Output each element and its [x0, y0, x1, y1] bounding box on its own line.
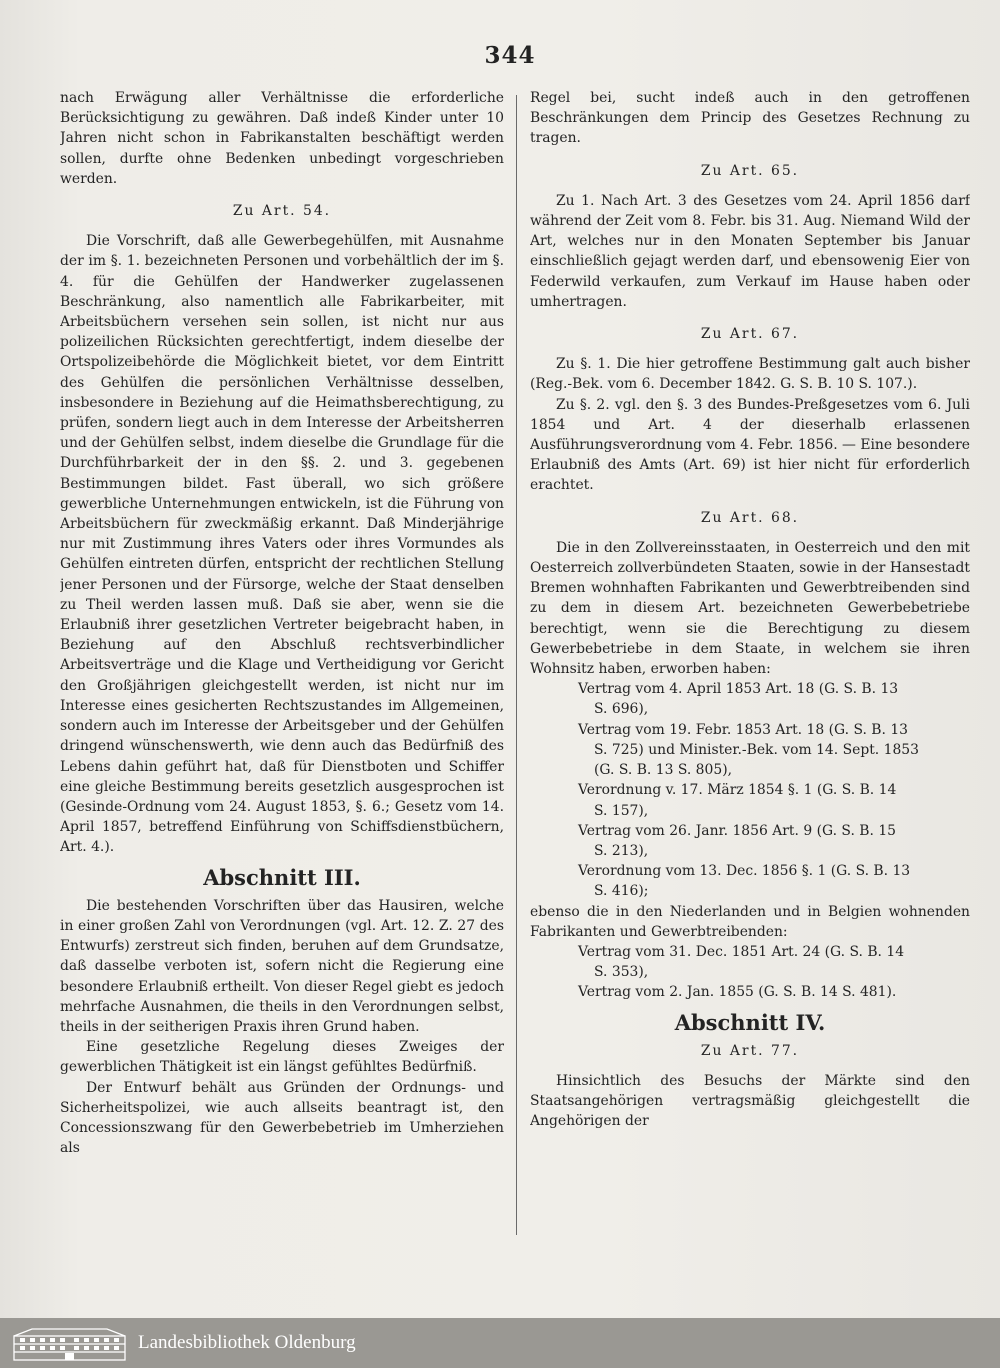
verordnung-5-line-2: S. 416); — [594, 883, 649, 900]
vertrag-1-line-1: Vertrag vom 4. April 1853 Art. 18 (G. S. B. 13 — [578, 681, 899, 698]
left-paragraph-3: Die bestehenden Vorschriften über das Hausiren, welche in einer großen Zahl von Verordnungen (vgl. Art. 12. Z. 27 des Entwurfs) zerstreut sich finden, beruhen auf dem Grundsatze, daß dasselbe verboten ist, sofern nicht die Regierung eine besondere Erlaubniß ertheilt. Von dieser Regel giebt es jedoch mehrfache Ausnahmen, die theils in den Verordnungen selbst, theils in der seitherigen Praxis ihren Grund haben. — [60, 897, 504, 1035]
verordnung-3-line-1: Verordnung v. 17. März 1854 §. 1 (G. S. B. 14 — [578, 782, 897, 799]
heading-art-68: Zu Art. 68. — [700, 509, 800, 526]
heading-art-65: Zu Art. 65. — [700, 162, 800, 179]
column-divider — [516, 95, 517, 1235]
footer-bar — [0, 1318, 1000, 1368]
left-paragraph-2: Die Vorschrift, daß alle Gewerbegehülfen, mit Ausnahme der im §. 1. bezeichneten Personen und vorbehältlich der im §. 4. für die Gehülfen der Handwerker zugelassenen Beschränkung, also namentlich alle Fabrikarbeiter, mit Arbeitsbüchern versehen sein sollen, ist nicht nur aus polizeilichen Rücksichten gerechtfertigt, indem dieselbe der Ortspolizeibehörde die Möglichkeit bietet, vor dem Eintritt des Gehülfen die persönlichen Verhältnisse desselben, insbesondere in Beziehung auf die Heimathsberechtigung, zu prüfen, sondern liegt auch in dem Interesse der Arbeitsherren und der Gehülfen selbst, indem dieselbe die Grundlage für die Durchführbarkeit der in den §§. 2. und 3. gegebenen Bestimmungen bildet. Fast überall, wo sich größere gewerbliche Unternehmungen entwickeln, ist die Führung von Arbeitsbüchern für zweckmäßig erkannt. Daß Minderjährige nur mit Zustimmung ihres Vaters oder ihres Vormundes als Gehülfen eintreten dürfen, entspricht der rechtlichen Stellung jener Personen und der Fürsorge, welche der Staat denselben zu Theil werden lassen muß. Daß sie aber, wenn sie die Erlaubniß ihrer gesetzlichen Vertreter beigebracht haben, in Beziehung auf den Abschluß rechtsverbindlicher Arbeitsverträge und die Klage und Vertheidigung vor Gericht den Großjährigen gleichgestellt werden, ist nicht nur im Interesse eines gesicherten Rechtszustandes im Allgemeinen, sondern auch im Interesse der Arbeitsgeber und der Gehülfen dringend wünschenswerth, wie denn auch das Bedürfniß des Lebens dahin geführt hat, daß für Dienstboten und Schiffer eine gleiche Bestimmung bereits gesetzlich ausgesprochen ist (Gesinde-Ordnung vom 24. August 1853, §. 6.; Gesetz vom 14. April 1857, betreffend Einführung von Schiffsdienstbüchern, Art. 4.). — [60, 233, 504, 856]
right-paragraph-6: ebenso die in den Niederlanden und in Belgien wohnenden Fabrikanten und Gewerbtreibenden: — [530, 903, 970, 940]
left-paragraph-1: nach Erwägung aller Verhältnisse die erforderliche Berücksichtigung zu gewähren. Daß indeß Kinder unter 10 Jahren nicht schon in Fabrikanstalten beschäftigt werden sollen, durfte ohne Bedenken unbedingt vorgeschrieben werden. — [60, 90, 504, 187]
right-paragraph-3: Zu §. 1. Die hier getroffene Bestimmung galt auch bisher (Reg.-Bek. vom 6. December 1842. G. S. B. 10 S. 107.). — [530, 356, 970, 393]
right-paragraph-2: Zu 1. Nach Art. 3 des Gesetzes vom 24. April 1856 darf während der Zeit vom 8. Febr. bis 31. Aug. Niemand Wild der Art, welches nur in den Monaten September bis Januar einschließlich gejagt werden darf, und ebensowenig Eier von Federwild verkaufen, zum Verkauf im Hause haben oder umhertragen. — [530, 192, 970, 310]
vertrag-7: Vertrag vom 2. Jan. 1855 (G. S. B. 14 S. 481). — [578, 984, 897, 1001]
right-paragraph-4: Zu §. 2. vgl. den §. 3 des Bundes-Preßgesetzes vom 6. Juli 1854 und Art. 4 der dieserhalb erlassenen Ausführungsverordnung vom 4. Febr. 1856. — Eine besondere Erlaubniß des Amts (Art. 69) ist hier nicht für erforderlich erachtet. — [530, 396, 970, 494]
heading-art-67: Zu Art. 67. — [700, 326, 800, 343]
verordnung-5-line-1: Verordnung vom 13. Dec. 1856 §. 1 (G. S. B. 13 — [578, 863, 911, 880]
heading-art-54: Zu Art. 54. — [232, 203, 332, 220]
right-paragraph-5: Die in den Zollvereinsstaaten, in Oesterreich und den mit Oesterreich zollverbündeten Staaten, sowie in der Hansestadt Bremen wohnhaften Fabrikanten und Gewerbtreibenden sind zu dem in diesem Art. bezeichneten Gewerbebetriebe berechtigt, wenn sie die Berechtigung zu diesem Gewerbebetriebe in dem Staate, in welchem sie ihren Wohnsitz haben, erworben haben: — [530, 539, 970, 678]
left-column — [60, 88, 504, 1248]
vertrag-2-line-3: (G. S. B. 13 S. 805), — [594, 762, 733, 779]
vertrag-1-line-2: S. 696), — [594, 701, 649, 718]
vertrag-6-line-2: S. 353), — [594, 964, 649, 981]
right-paragraph-1: Regel bei, sucht indeß auch in den getroffenen Beschränkungen dem Princip des Gesetzes Rechnung zu tragen. — [530, 90, 970, 147]
verordnung-3-line-2: S. 157), — [594, 802, 649, 819]
page-number: 344 — [484, 42, 536, 69]
vertrag-2-line-2: S. 725) und Minister.-Bek. vom 14. Sept. 1853 — [594, 741, 919, 758]
vertrag-6-line-1: Vertrag vom 31. Dec. 1851 Art. 24 (G. S. B. 14 — [578, 943, 905, 960]
vertrag-4-line-2: S. 213), — [594, 842, 649, 859]
heading-abschnitt-4: Abschnitt IV. — [674, 1009, 826, 1035]
library-building-icon — [12, 1326, 127, 1362]
vertrag-4-line-1: Vertrag vom 26. Janr. 1856 Art. 9 (G. S. B. 15 — [578, 822, 896, 839]
heading-art-77: Zu Art. 77. — [700, 1042, 800, 1059]
left-paragraph-4: Eine gesetzliche Regelung dieses Zweiges der gewerblichen Thätigkeit ist ein längst gefühltes Bedürfniß. — [60, 1039, 504, 1076]
right-column — [530, 88, 970, 1248]
heading-abschnitt-3: Abschnitt III. — [203, 864, 361, 890]
library-name: Landesbibliothek Oldenburg — [138, 1332, 356, 1353]
right-paragraph-7: Hinsichtlich des Besuchs der Märkte sind den Staatsangehörigen vertragsmäßig gleichgestellt die Angehörigen der — [530, 1072, 970, 1130]
vertrag-2-line-1: Vertrag vom 19. Febr. 1853 Art. 18 (G. S. B. 13 — [578, 721, 909, 738]
left-paragraph-5: Der Entwurf behält aus Gründen der Ordnungs- und Sicherheitspolizei, wie auch allseits beantragt ist, den Concessionszwang für den Gewerbebetrieb im Umherziehen als — [60, 1079, 504, 1157]
